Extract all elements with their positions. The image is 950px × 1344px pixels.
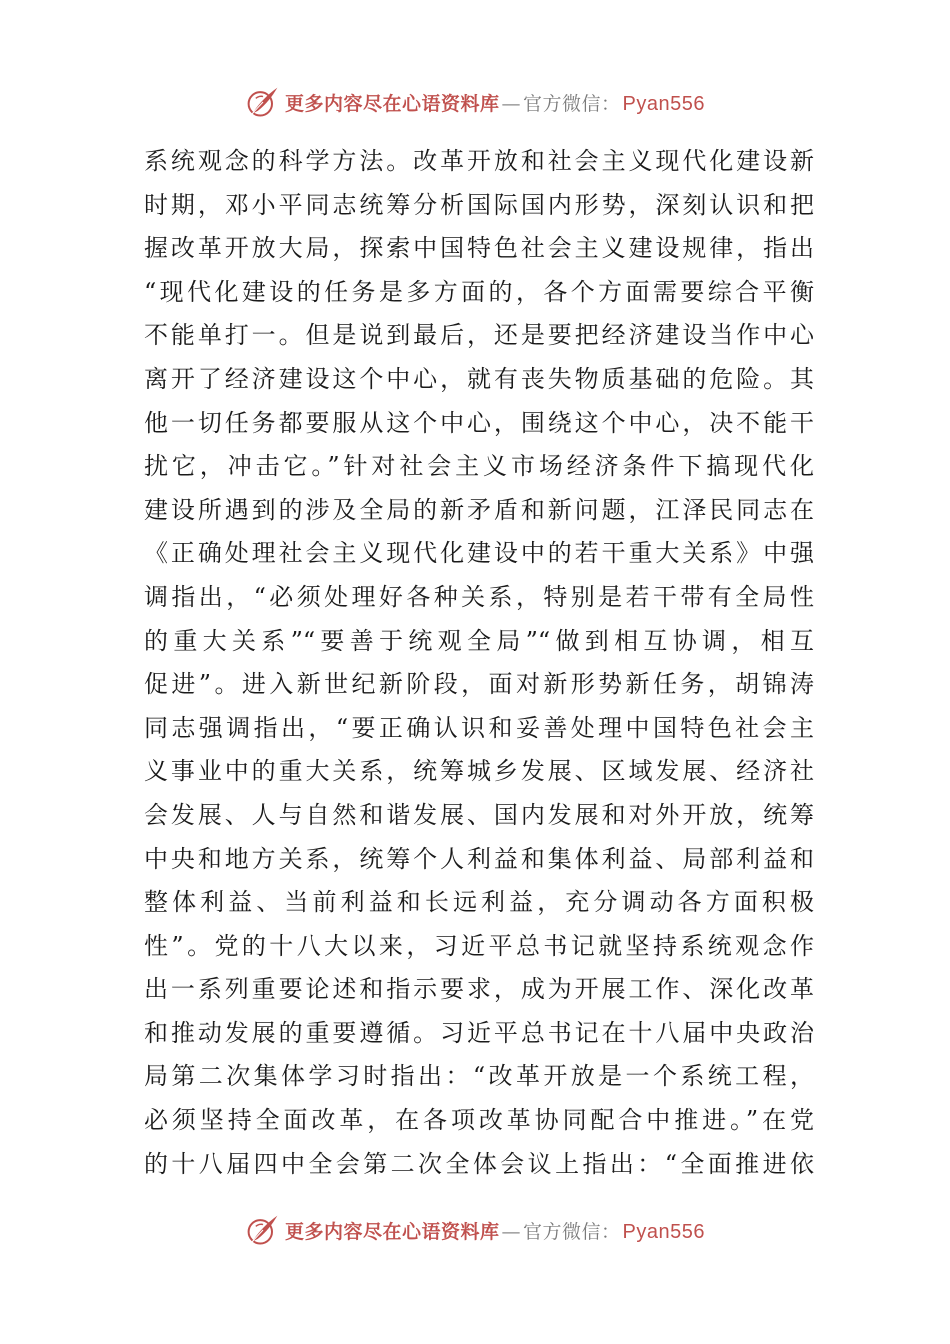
body-line: 性”。党的十八大以来，习近平总书记就坚持系统观念作	[144, 931, 814, 960]
quill-pen-circle-icon	[245, 84, 281, 120]
quill-pen-circle-icon	[245, 1212, 281, 1248]
body-line: 不能单打一。但是说到最后，还是要把经济建设当作中心	[144, 321, 814, 350]
body-line: 整体利益、当前利益和长远利益，充分调动各方面积极	[144, 888, 814, 917]
footer-banner-wechat-id: Pyan556	[622, 1220, 705, 1243]
footer-banner-text	[285, 1217, 705, 1244]
body-line: 局第二次集体学习时指出：“改革开放是一个系统工程，	[144, 1062, 814, 1091]
body-line: 必须坚持全面改革，在各项改革协同配合中推进。”在党	[144, 1106, 814, 1135]
body-line: 会发展、人与自然和谐发展、国内发展和对外开放，统筹	[144, 800, 814, 829]
footer-banner-wechat-label: 官方微信：	[523, 1220, 621, 1243]
body-line: 握改革开放大局，探索中国特色社会主义建设规律，指出	[144, 234, 814, 263]
footer-banner-title: 更多内容尽在心语资料库	[285, 1220, 500, 1243]
body-line: 促进”。进入新世纪新阶段，面对新形势新任务，胡锦涛	[144, 670, 814, 699]
header-banner-wechat-label: 官方微信：	[523, 92, 621, 115]
body-line: 建设所遇到的涉及全局的新矛盾和新问题，江泽民同志在	[144, 495, 814, 524]
body-line: 同志强调指出，“要正确认识和妥善处理中国特色社会主	[144, 713, 814, 742]
body-line: 时期，邓小平同志统筹分析国际国内形势，深刻认识和把	[144, 190, 814, 219]
footer-banner-dash: —	[501, 1220, 522, 1243]
header-banner-title: 更多内容尽在心语资料库	[285, 92, 500, 115]
body-line: 义事业中的重大关系，统筹城乡发展、区域发展、经济社	[144, 757, 814, 786]
body-line: 系统观念的科学方法。改革开放和社会主义现代化建设新	[144, 147, 814, 175]
body-line: 《正确处理社会主义现代化建设中的若干重大关系》中强	[144, 539, 814, 568]
header-banner-dash: —	[501, 92, 522, 115]
body-line: “现代化建设的任务是多方面的，各个方面需要综合平衡	[144, 277, 814, 306]
body-line: 扰它，冲击它。”针对社会主义市场经济条件下搞现代化	[144, 452, 814, 481]
body-line: 调指出，“必须处理好各种关系，特别是若干带有全局性	[144, 582, 814, 611]
document-body	[144, 140, 814, 1186]
header-banner-text	[285, 89, 705, 116]
body-line: 中央和地方关系，统筹个人利益和集体利益、局部利益和	[144, 844, 814, 873]
body-line: 的重大关系”“要善于统观全局”“做到相互协调，相互	[144, 626, 814, 655]
body-line: 出一系列重要论述和指示要求，成为开展工作、深化改革	[144, 975, 814, 1004]
body-line: 他一切任务都要服从这个中心，围绕这个中心，决不能干	[144, 408, 814, 437]
body-line: 和推动发展的重要遵循。习近平总书记在十八届中央政治	[144, 1018, 814, 1047]
body-line: 离开了经济建设这个中心，就有丧失物质基础的危险。其	[144, 364, 814, 393]
header-banner	[0, 82, 950, 122]
body-line: 的十八届四中全会第二次全体会议上指出：“全面推进依	[144, 1149, 814, 1178]
header-banner-wechat-id: Pyan556	[622, 92, 705, 115]
footer-banner	[0, 1210, 950, 1250]
